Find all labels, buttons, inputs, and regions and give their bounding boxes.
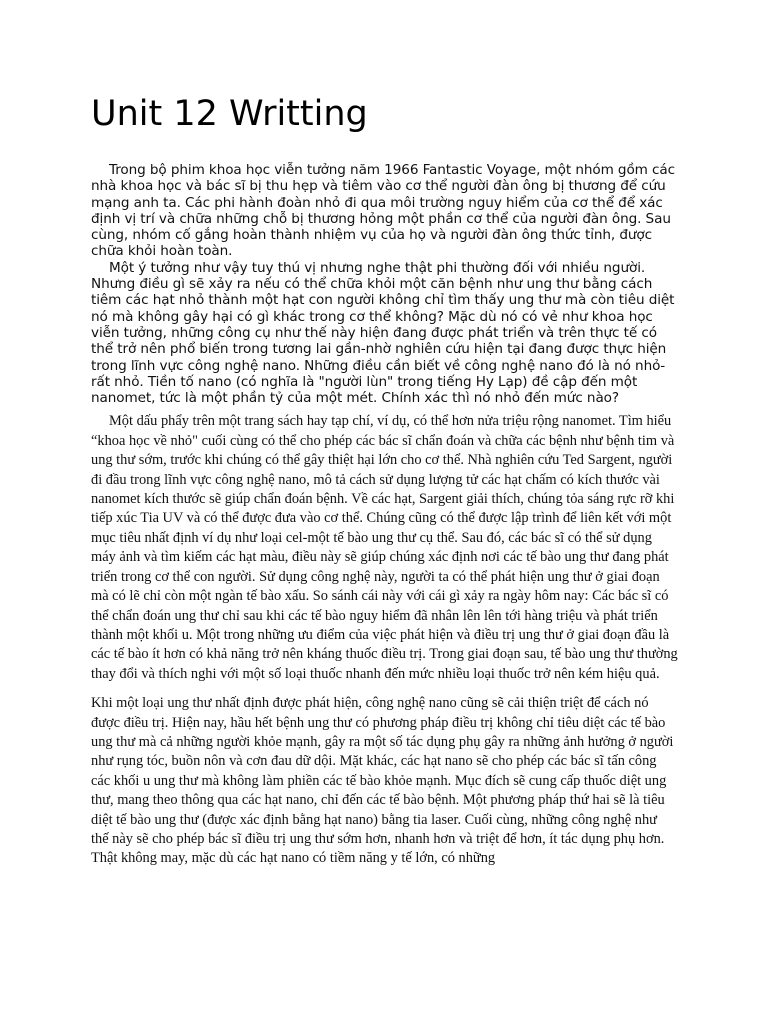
paragraph-2: Một ý tưởng như vậy tuy thú vị nhưng nghe thật phi thường đối với nhiều người. Nhưng điều gì sẽ xảy ra nếu có thể chữa khỏi một căn bệnh như ung thư bằng cách tiêm các hạt nhỏ thành một hạt con người không chỉ tìm thấy ung thư mà còn tiêu diệt nó mà không gây hại có gì khác trong cơ thể không? Mặc dù nó có vẻ như khoa học viễn tưởng, những công cụ như thế này hiện đang được phát triển và trên thực tế có thể trở nên phổ biến trong tương lai gần-nhờ nghiên cứu hiện tại đang được thực hiện trong lĩnh vực công nghệ nano. Những điều cần biết về công nghệ nano đó là nó nhỏ-rất nhỏ. Tiền tố nano (có nghĩa là "người lùn" trong tiếng Hy Lạp) đề cập đến một nanomet, tức là một phần tỷ của một mét. Chính xác thì nó nhỏ đến mức nào? — [91, 259, 675, 407]
paragraph-4: Khi một loại ung thư nhất định được phát hiện, công nghệ nano cũng sẽ cải thiện triệt để cách nó được điều trị. Hiện nay, hầu hết bệnh ung thư có phương pháp điều trị không chỉ tiêu diệt các tế bào ung thư mà cả những người khỏe mạnh, gây ra một số tác dụng phụ gây ra những ảnh hưởng ở người như rụng tóc, buồn nôn và cơn đau dữ dội. Mặt khác, các hạt nano sẽ cho phép các bác sĩ tấn công các khối u ung thư mà không làm phiền các tế bào khỏe mạnh. Mục đích sẽ cung cấp thuốc diệt ung thư, mang theo thông qua các hạt nano, chỉ đến các tế bào bệnh. Một phương pháp thứ hai sẽ là tiêu diệt tế bào ung thư (được xác định bằng hạt nano) bằng tia laser. Cuối cùng, những công nghệ như thế này sẽ cho phép bác sĩ điều trị ung thư sớm hơn, nhanh hơn và triệt để hơn, ít tác dụng phụ hơn. Thật không may, mặc dù các hạt nano có tiềm năng y tế lớn, có những — [91, 695, 674, 867]
serif-section — [91, 412, 678, 868]
sans-section — [91, 162, 678, 406]
paragraph-3: Một dấu phẩy trên một trang sách hay tạp chí, ví dụ, có thể hơn nửa triệu rộng nanomet. Tìm hiểu “khoa học về nhỏ" cuối cùng có thể cho phép các bác sĩ chẩn đoán và chữa các bệnh như bệnh tim và ung thư sớm, trước khi chúng có thể gây thiệt hại lớn cho cơ thể. Nhà nghiên cứu Ted Sargent, người đi đầu trong lĩnh vực công nghệ nano, mô tả cách sử dụng lượng tử các hạt chấm có kích thước vài nanomet kích thước sẽ giúp chẩn đoán bệnh. Về các hạt, Sargent giải thích, chúng tỏa sáng rực rỡ khi tiếp xúc Tia UV và có thể được đưa vào cơ thể. Chúng cũng có thể được lập trình để liên kết với một mục tiêu nhất định ví dụ như loại cel-một tế bào ung thư cụ thể. Sau đó, các bác sĩ có thể sử dụng máy ảnh và tìm kiếm các hạt màu, điều này sẽ giúp chúng xác định nơi các tế bào ung thư đang phát triển trong cơ thể con người. Sử dụng công nghệ này, người ta có thể phát hiện ung thư ở giai đoạn mà có lẽ chỉ còn một ngàn tế bào xấu. So sánh cái này với cái gì xảy ra ngày hôm nay: Các bác sĩ có thể chẩn đoán ung thư chỉ sau khi các tế bào nguy hiểm đã nhân lên lên tới hàng triệu và phát triển thành một khối u. Một trong những ưu điểm của việc phát hiện và điều trị ung thư ở giai đoạn đầu là các tế bào ít hơn có khả năng trở nên kháng thuốc điều trị. Trong giai đoạn sau, tế bào ung thư thường thay đổi và thích nghi với một số loại thuốc nhanh đến mức nhiều loại thuốc trở nên kém hiệu quả. — [91, 413, 678, 682]
document-title: Unit 12 Writting — [91, 94, 368, 134]
paragraph-1: Trong bộ phim khoa học viễn tưởng năm 1966 Fantastic Voyage, một nhóm gồm các nhà khoa học và bác sĩ bị thu hẹp và tiêm vào cơ thể người đàn ông bị thương để cứu mạng anh ta. Các phi hành đoàn nhỏ đi qua môi trường nguy hiểm của cơ thể để xác định vị trí và chữa những chỗ bị thương hỏng một phần cơ thể của người đàn ông. Sau cùng, nhóm cố gắng hoàn thành nhiệm vụ của họ và người đàn ông thức tỉnh, được chữa khỏi hoàn toàn. — [91, 162, 676, 260]
